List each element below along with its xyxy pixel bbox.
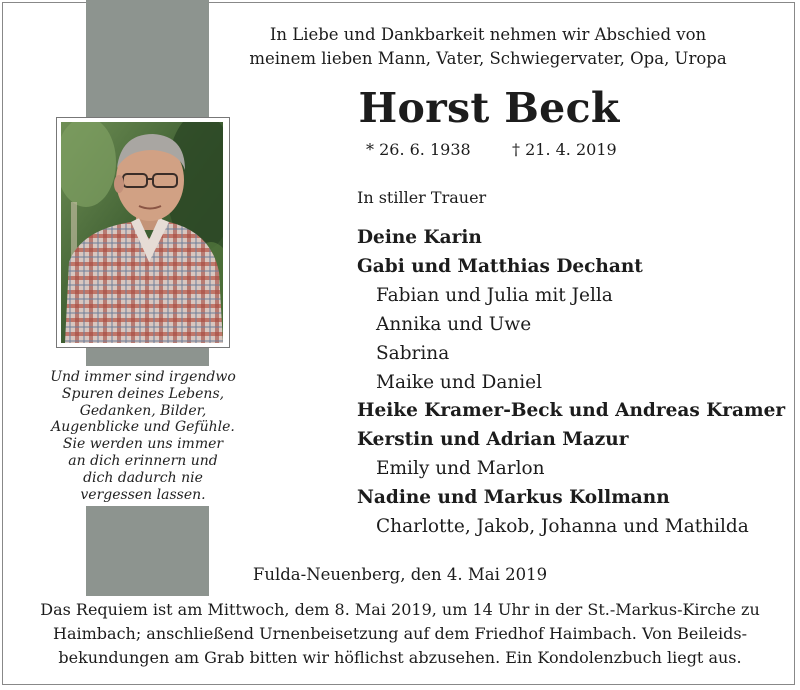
poem-line: Und immer sind irgendwo [50, 369, 236, 385]
requiem-line: bekundungen am Grab bitten wir höflichst abzusehen. Ein Kondolenzbuch liegt aus. [58, 648, 742, 667]
family-member: Charlotte, Jakob, Johanna und Mathilda [376, 516, 749, 538]
requiem-line: Haimbach; anschließend Urnenbeisetzung auf dem Friedhof Haimbach. Von Beileids- [53, 624, 747, 643]
poem-line: vergessen lassen. [80, 486, 206, 503]
family-member: Fabian und Julia mit Jella [376, 284, 613, 306]
intro-line: In Liebe und Dankbarkeit nehmen wir Abschied von [269, 25, 707, 44]
poem-line: Spuren deines Lebens, [61, 385, 225, 402]
family-member: Emily und Marlon [376, 458, 545, 480]
family-member: Maike und Daniel [376, 371, 543, 393]
mourning-label: In stiller Trauer [357, 188, 487, 207]
deceased-name: Horst Beck [358, 84, 620, 132]
family-member: Sabrina [376, 342, 450, 364]
family-member: Annika und Uwe [376, 313, 532, 335]
poem-line: dich dadurch nie [83, 469, 203, 486]
family-member: Kerstin und Adrian Mazur [357, 429, 629, 451]
birth-date: * 26. 6. 1938 [366, 140, 471, 159]
poem-line: Sie werden uns immer [62, 436, 224, 453]
family-member: Heike Kramer-Beck und Andreas Kramer [357, 400, 786, 422]
family-member: Nadine und Markus Kollmann [357, 487, 670, 509]
requiem-line: Das Requiem ist am Mittwoch, dem 8. Mai 2019, um 14 Uhr in der St.-Markus-Kirche zu [40, 600, 760, 619]
intro-line: meinem lieben Mann, Vater, Schwiegervater, Opa, Uropa [249, 49, 727, 68]
poem-line: an dich erinnern und [68, 452, 218, 469]
portrait-photo [61, 122, 223, 343]
death-date: † 21. 4. 2019 [512, 140, 617, 159]
poem-line: Augenblicke und Gefühle. [51, 419, 235, 436]
requiem-text [22, 598, 778, 670]
poem [40, 369, 246, 503]
poem-line: Gedanken, Bilder, [79, 402, 207, 419]
family-member: Deine Karin [357, 227, 482, 248]
intro-text [236, 23, 740, 71]
family-member: Gabi und Matthias Dechant [357, 255, 643, 277]
place-date: Fulda-Neuenberg, den 4. Mai 2019 [252, 565, 548, 584]
family-list [357, 224, 786, 542]
